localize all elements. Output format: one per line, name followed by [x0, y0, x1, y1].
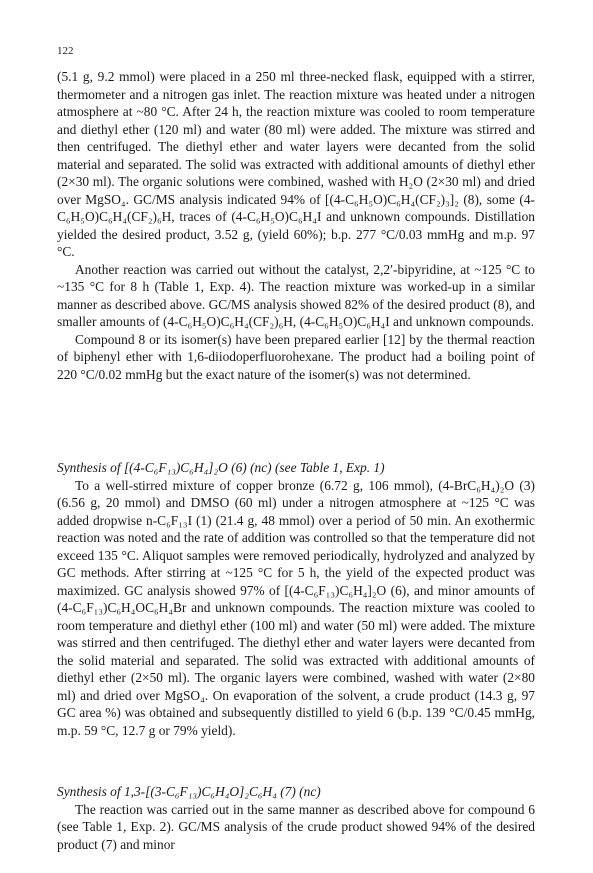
experimental-section-continued	[57, 68, 535, 383]
paragraph: Another reaction was carried out without the catalyst, 2,2′-bipyridine, at ~125 °C to ~135 °C for 8 h (Table 1, Exp. 4). The reaction mixture was worked-up in a similar manner as described above. GC/MS analysis showed 82% of the desired product (8), and smaller amounts of (4-C₆H₅O)C₆H₄(CF₂)₆H, (4-C₆H₅O)C₆H₄I and unknown compounds.	[57, 261, 535, 329]
synthesis-section-7	[57, 783, 535, 853]
page-number: 122	[57, 45, 74, 57]
paragraph: (5.1 g, 9.2 mmol) were placed in a 250 ml three-necked flask, equipped with a stirrer, thermometer and a nitrogen gas inlet. The reaction mixture was heated under a nitrogen atmosphere at ~80 °C. After 24 h, the reaction mixture was cooled to room temperature and diethyl ether (120 ml) and water (80 ml) were added. The mixture was stirred and then centrifuged. The diethyl ether and water layers were decanted from the solid material and separated. The solid was extracted with additional amounts of diethyl ether (2×30 ml). The organic solutions were combined, washed with H₂O (2×30 ml) and dried over MgSO₄. GC/MS analysis indicated 94% of [(4-C₆H₅O)C₆H₄(CF₂)₃]₂ (8), some (4-C₆H₅O)C₆H₄(CF₂)₆H, traces of (4-C₆H₅O)C₆H₄I and unknown compounds. Distillation yielded the desired product, 3.52 g, (yield 60%); b.p. 277 °C/0.03 mmHg and m.p. 97 °C.	[57, 69, 535, 259]
section-heading: Synthesis of [(4-C₆F₁₃)C₆H₄]₂O (6) (nc) (see Table 1, Exp. 1)	[57, 460, 385, 475]
paragraph: Compound 8 or its isomer(s) have been prepared earlier [12] by the thermal reaction of biphenyl ether with 1,6-diiodoperfluorohexane. The product had a boiling point of 220 °C/0.02 mmHg but the exact nature of the isomer(s) was not determined.	[57, 331, 535, 382]
section-heading: Synthesis of 1,3-[(3-C₆F₁₃)C₆H₄O]₂C₆H₄ (7) (nc)	[57, 784, 321, 799]
paragraph: To a well-stirred mixture of copper bronze (6.72 g, 106 mmol), (4-BrC₆H₄)₂O (3) (6.56 g, 20 mmol) and DMSO (60 ml) under a nitrogen atmosphere at ~125 °C was added dropwise n-C₆F₁₃I (1) (21.4 g, 48 mmol) over a period of 50 min. An exothermic reaction was noted and the rate of addition was controlled so that the temperature did not exceed 135 °C. Aliquot samples were removed periodically, hydrolyzed and analyzed by GC methods. After stirring at ~125 °C for 5 h, the yield of the expected product was maximized. GC analysis showed 97% of [(4-C₆F₁₃)C₆H₄]₂O (6), and minor amounts of (4-C₆F₁₃)C₆H₄OC₆H₄Br and unknown compounds. The reaction mixture was cooled to room temperature and diethyl ether (100 ml) and water (50 ml) were added. The mixture was stirred and then centrifuged. The diethyl ether and water layers were decanted from the solid material and separated. The solid was extracted with additional amounts of diethyl ether (2×50 ml). The organic layers were combined, washed with water (2×80 ml) and dried over MgSO₄. On evaporation of the solvent, a crude product (14.3 g, 97 GC area %) was obtained and subsequently distilled to yield 6 (b.p. 139 °C/0.45 mmHg, m.p. 59 °C, 12.7 g or 79% yield).	[57, 477, 535, 738]
paragraph: The reaction was carried out in the same manner as described above for compound 6 (see Table 1, Exp. 2). GC/MS analysis of the crude product showed 94% of the desired product (7) and minor	[57, 801, 535, 852]
synthesis-section-6	[57, 459, 535, 739]
